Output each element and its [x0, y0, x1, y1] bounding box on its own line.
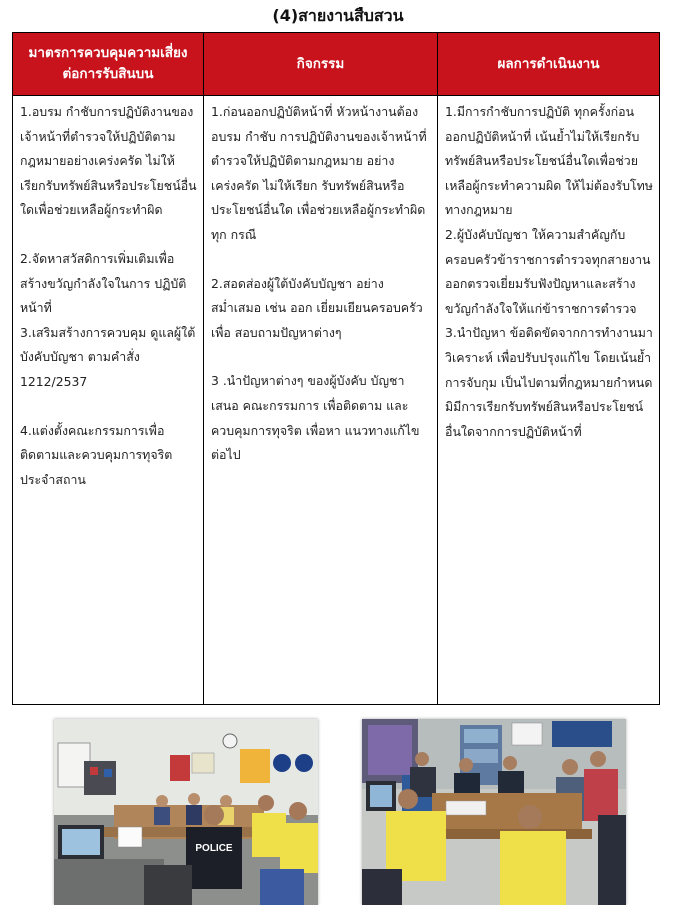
- header-risk-measures: [13, 33, 204, 96]
- table-paragraph: 3.เสริมสร้างการควบคุม ดูแลผู้ใต้บังคับบัญชา ตามคำสั่ง 1212/2537: [20, 324, 196, 389]
- table-paragraph: 4.แต่งตั้งคณะกรรมการเพื่อติดตามและควบคุมการทุจริต ประจำสถาน: [20, 422, 173, 487]
- table-paragraph: 2.สอดส่องผู้ใต้บังคับบัญชา อย่างสม่ำเสมอ เช่น ออก เยี่ยมเยียนครอบครัว เพื่อ สอบถามปัญหาต่างๆ: [211, 275, 423, 340]
- table-paragraph: 3 .นำปัญหาต่างๆ ของผู้บังคับ บัญชาเสนอ คณะกรรมการ เพื่อติดตาม และควบคุมการทุจริต เพื่อหา แนวทางแก้ไขต่อไป: [211, 373, 420, 463]
- header-line: ต่อการรับสินบน: [62, 66, 154, 82]
- table-paragraph: 2.จัดหาสวัสดิการเพิ่มเติมเพื่อสร้างขวัญกำลังใจในการ ปฏิบัติหน้าที่: [20, 250, 187, 316]
- page-title: (4)สายงานสืบสวน: [272, 6, 404, 25]
- meeting-photo-left-image: [54, 719, 318, 905]
- risk-control-table: [12, 32, 660, 705]
- table-paragraph: 1.มีการกำชับการปฏิบัติ ทุกครั้งก่อนออกปฏิบัติหน้าที่ เน้นย้ำไม่ให้เรียกรับทรัพย์สินหรือประโยชน์อื่นใดเพื่อช่วยเหลือผู้กระทำความผิด ให้ไม่ต้องรับโทษทางกฎหมาย: [445, 104, 653, 218]
- paragraph-spacer: [211, 248, 431, 272]
- meeting-photo-right: [362, 719, 626, 905]
- header-line: ผลการดำเนินงาน: [497, 55, 600, 72]
- paragraph-spacer: [211, 345, 431, 369]
- header-activities: [204, 33, 438, 96]
- table-header-row: [13, 33, 660, 96]
- header-line: มาตรการควบคุมความเสี่ยง: [28, 45, 188, 62]
- table-paragraph: 1.อบรม กำชับการปฏิบัติงานของเจ้าหน้าที่ตำรวจให้ปฏิบัติตามกฎหมายอย่างเคร่งครัด ไม่ให้เรียกรับทรัพย์สินหรือประโยชน์อื่นใดเพื่อช่วยเหลือผู้กระทำผิด: [20, 104, 197, 218]
- meeting-photo-right-image: [362, 719, 626, 905]
- cell-activities: [204, 96, 438, 705]
- paragraph-spacer: [20, 223, 197, 247]
- table-row: [13, 96, 660, 705]
- header-results: [438, 33, 660, 96]
- paragraph-spacer: [20, 395, 197, 419]
- cell-risk-measures: [13, 96, 204, 705]
- table-paragraph: 3.นำปัญหา ข้อติดขัดจากการทำงานมาวิเคราะห์ เพื่อปรับปรุงแก้ไข โดยเน้นย้ำการจับกุม เป็นไปตามที่กฎหมายกำหนด มิมีการเรียกรับทรัพย์สินหรือประโยชน์อื่นใดจากการปฏิบัติหน้าที่: [445, 325, 653, 439]
- header-line: กิจกรรม: [296, 55, 345, 72]
- table-paragraph: 2.ผู้บังคับบัญชา ให้ความสำคัญกับครอบครัวข้าราชการตำรวจทุกสายงาน ออกตรวจเยี่ยมรับฟังปัญหาและสร้างขวัญกำลังใจให้แก่ข้าราชการตำรวจ: [445, 226, 651, 316]
- meeting-photo-left: [54, 719, 318, 905]
- cell-results: [438, 96, 660, 705]
- police-vest-text: POLICE: [195, 843, 233, 854]
- table-paragraph: 1.ก่อนออกปฏิบัติหน้าที่ หัวหน้างานต้อง อบรม กำชับ การปฏิบัติงานของเจ้าหน้าที่ ตำรวจให้ปฏิบัติตามกฎหมาย อย่างเคร่งครัด ไม่ให้เรียก รับทรัพย์สินหรือประโยชน์อื่นใด เพื่อช่วยเหลือผู้กระทำผิดทุก กรณี: [211, 104, 427, 242]
